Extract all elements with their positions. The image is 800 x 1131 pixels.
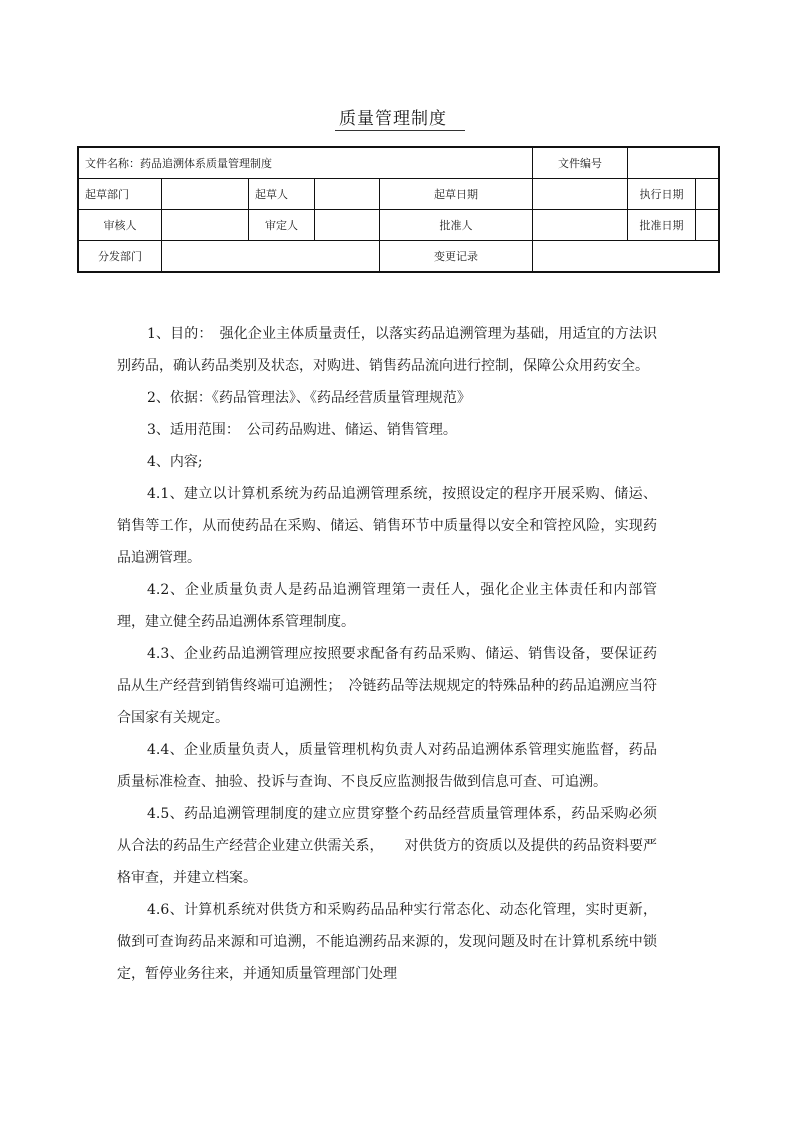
clause-4-2: 4.2、企业质量负责人是药品追溯管理第一责任人，强化企业主体责任和内部管理，建立健全药品追溯体系管理制度。 (117, 582, 657, 630)
document-info-table (77, 146, 720, 273)
section-content-heading: 4、内容; (147, 454, 203, 470)
table-row (78, 179, 719, 210)
table-row (78, 241, 719, 273)
ratifier-value (533, 210, 628, 241)
drafter-value (315, 179, 380, 210)
section-lead: 3、适用范围： (147, 422, 233, 438)
approver-value (315, 210, 380, 241)
draft-dept-label: 起草部门 (78, 179, 162, 210)
section-lead: 2、依据： (147, 390, 212, 406)
draft-date-label: 起草日期 (380, 179, 533, 210)
table-row (78, 147, 719, 179)
section-text: 《药品管理法》、《药品经营质量管理规范》 (211, 390, 471, 406)
file-no-label: 文件编号 (533, 147, 628, 179)
file-name-cell (78, 147, 533, 179)
ratify-date-value (696, 210, 719, 241)
change-log-label: 变更记录 (380, 241, 533, 273)
reviewer-label: 审核人 (78, 210, 162, 241)
file-name-value: 药品追溯体系质量管理制度 (140, 157, 272, 170)
clause-4-6: 4.6、计算机系统对供货方和采购药品品种实行常态化、动态化管理，实时更新，做到可查询药品来源和可追溯，不能追溯药品来源的，发现问题及时在计算机系统中锁定，暂停业务往来，并通知质量管理部门处理 (117, 902, 657, 982)
file-name-label: 文件名称： (85, 157, 140, 170)
ratify-date-label: 批准日期 (628, 210, 696, 241)
document-body (117, 318, 657, 990)
document-title-text: 质量管理制度 (335, 104, 465, 131)
ratifier-label: 批准人 (380, 210, 533, 241)
section-basis (117, 382, 657, 414)
clause-4-4: 4.4、企业质量负责人，质量管理机构负责人对药品追溯体系管理实施监督，药品质量标准检查、抽验、投诉与查询、不良反应监测报告做到信息可查、可追溯。 (117, 742, 657, 790)
exec-date-value (696, 179, 719, 210)
dist-dept-value (162, 241, 380, 273)
section-lead: 1、目的： (147, 326, 206, 342)
drafter-label: 起草人 (249, 179, 315, 210)
reviewer-value (162, 210, 249, 241)
clause-4-1: 4.1、建立以计算机系统为药品追溯管理系统，按照设定的程序开展采购、储运、销售等工作，从而使药品在采购、储运、销售环节中质量得以安全和管控风险，实现药品追溯管理。 (117, 486, 657, 566)
section-text: 公司药品购进、储运、销售管理。 (246, 422, 457, 438)
approver-label: 审定人 (249, 210, 315, 241)
table-row (78, 210, 719, 241)
exec-date-label: 执行日期 (628, 179, 696, 210)
dist-dept-label: 分发部门 (78, 241, 162, 273)
draft-dept-value (162, 179, 249, 210)
clause-4-3: 4.3、企业药品追溯管理应按照要求配备有药品采购、储运、销售设备，要保证药品从生产经营到销售终端可追溯性； 冷链药品等法规规定的特殊品种的药品追溯应当符合国家有关规定。 (117, 646, 657, 726)
section-purpose (117, 318, 657, 382)
draft-date-value (533, 179, 628, 210)
file-no-value (628, 147, 719, 179)
change-log-value (533, 241, 719, 273)
section-scope (117, 414, 657, 446)
clause-4-5: 4.5、药品追溯管理制度的建立应贯穿整个药品经营质量管理体系，药品采购必须从合法的药品生产经营企业建立供需关系， 对供货方的资质以及提供的药品资料要严格审查，并建立档案。 (117, 806, 657, 886)
document-title (0, 104, 800, 131)
section-text: 强化企业主体质量责任，以落实药品追溯管理为基础，用适宜的方法识别药品，确认药品类别及状态，对购进、销售药品流向进行控制，保障公众用药安全。 (117, 326, 658, 374)
